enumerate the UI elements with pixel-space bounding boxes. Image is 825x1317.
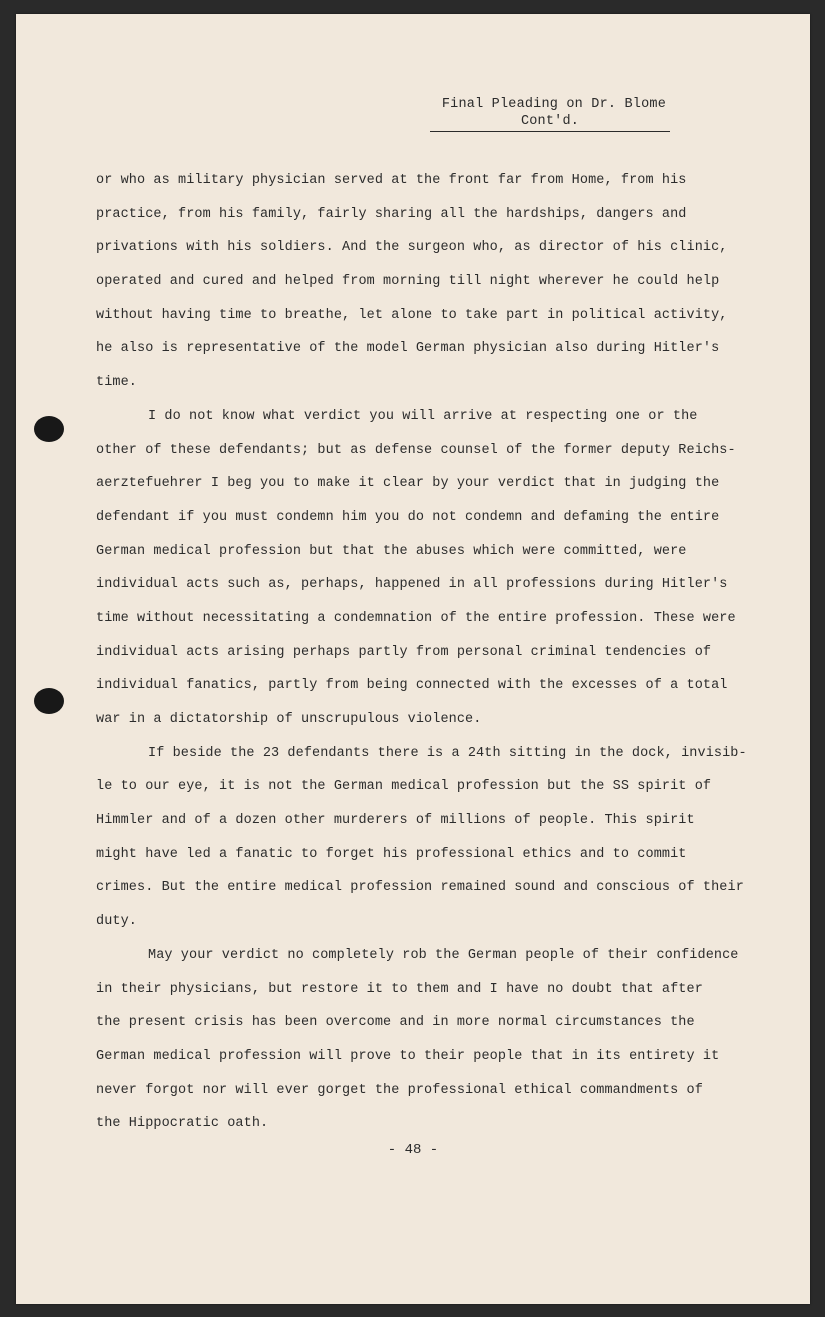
text-line: war in a dictatorship of unscrupulous violence. — [96, 712, 482, 727]
text-line: German medical profession but that the abuses which were committed, were — [96, 543, 687, 559]
text-line: he also is representative of the model German physician also during Hitler's — [96, 341, 720, 357]
text-line: the present crisis has been overcome and in more normal circumstances the — [96, 1015, 695, 1031]
paragraph — [96, 164, 766, 400]
text-line: without having time to breathe, let alone to take part in political activity, — [96, 307, 728, 323]
text-line: May your verdict no completely rob the German people of their confidence — [148, 947, 739, 963]
document-body — [96, 164, 766, 1141]
text-line: privations with his soldiers. And the surgeon who, as director of his clinic, — [96, 240, 728, 256]
paragraph — [96, 737, 766, 939]
page-number: - 48 - — [387, 1142, 439, 1158]
text-line: crimes. But the entire medical profession remained sound and conscious of their — [96, 880, 744, 896]
text-line: individual acts arising perhaps partly from personal criminal tendencies of — [96, 644, 712, 660]
punch-hole — [34, 688, 64, 714]
page-header — [430, 96, 670, 132]
paragraph — [96, 400, 766, 737]
text-line: other of these defendants; but as defense counsel of the former deputy Reichs- — [96, 442, 736, 458]
text-line: individual acts such as, perhaps, happened in all professions during Hitler's — [96, 577, 728, 593]
text-line: duty. — [96, 914, 138, 930]
text-line: time without necessitating a condemnation of the entire profession. These were — [96, 610, 736, 626]
text-line: might have led a fanatic to forget his professional ethics and to commit — [96, 846, 687, 862]
header-title: Final Pleading on Dr. Blome — [441, 97, 666, 112]
text-line: Himmler and of a dozen other murderers of millions of people. This spirit — [96, 813, 695, 829]
text-line: aerztefuehrer I beg you to make it clear by your verdict that in judging the — [96, 476, 720, 492]
text-line: the Hippocratic oath. — [96, 1116, 269, 1132]
text-line: time. — [96, 375, 138, 391]
text-line: individual fanatics, partly from being connected with the excesses of a total — [96, 678, 728, 694]
text-line: practice, from his family, fairly sharing all the hardships, dangers and — [96, 206, 687, 222]
text-line: operated and cured and helped from morning till night wherever he could help — [96, 274, 720, 290]
text-line: German medical profession will prove to their people that in its entirety it — [96, 1048, 720, 1064]
text-line: never forgot nor will ever gorget the professional ethical commandments of — [96, 1082, 703, 1098]
punch-hole — [34, 416, 64, 442]
text-line: I do not know what verdict you will arrive at respecting one or the — [148, 408, 698, 424]
paragraph — [96, 939, 766, 1141]
text-line: le to our eye, it is not the German medical profession but the SS spirit of — [96, 779, 712, 795]
text-line: If beside the 23 defendants there is a 24th sitting in the dock, invisib- — [148, 745, 747, 761]
header-continued: Cont'd. — [430, 114, 670, 132]
text-line: defendant if you must condemn him you do not condemn and defaming the entire — [96, 509, 720, 525]
text-line: in their physicians, but restore it to them and I have no doubt that after — [96, 981, 703, 997]
document-page — [16, 14, 810, 1304]
text-line: or who as military physician served at the front far from Home, from his — [96, 173, 687, 188]
